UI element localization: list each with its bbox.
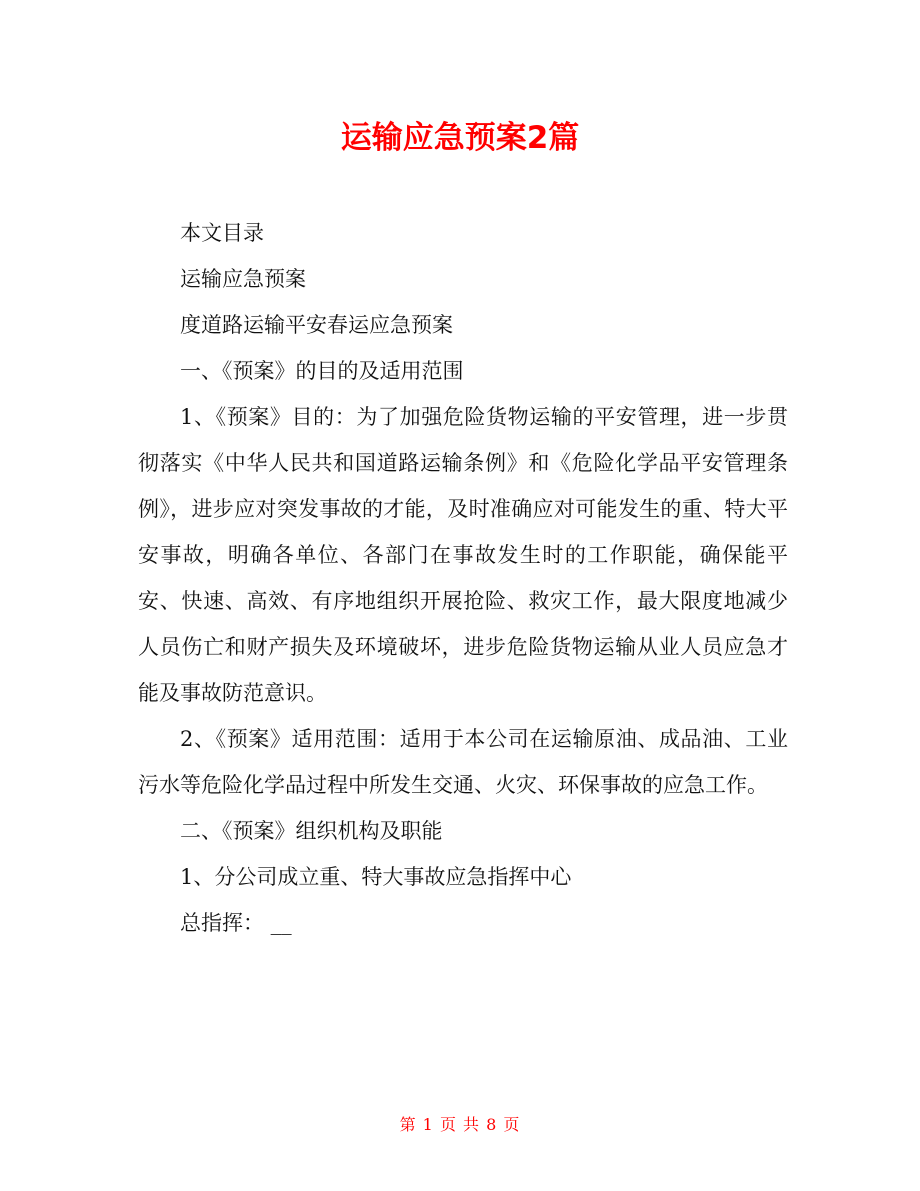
paragraph-toc-item-2: 度道路运输平安春运应急预案 <box>180 313 453 337</box>
section-heading-1: 一、《预案》的目的及适用范围 <box>180 359 464 383</box>
paragraph-scope: 2、《预案》适用范围：适用于本公司在运输原油、成品油、工业污水等危险化学品过程中所发生交通、火灾、环保事故的应急工作。 <box>138 727 788 797</box>
document-title: 运输应急预案2篇 <box>340 120 580 156</box>
paragraph-toc-heading: 本文目录 <box>180 221 264 245</box>
page-footer: 第 1 页 共 8 页 <box>399 1115 521 1134</box>
paragraph-commander: 总指挥： __ <box>180 911 292 935</box>
paragraph-command-center: 1、分公司成立重、特大事故应急指挥中心 <box>180 865 572 889</box>
paragraph-toc-item-1: 运输应急预案 <box>180 267 306 291</box>
section-heading-2: 二、《预案》组织机构及职能 <box>180 819 443 843</box>
paragraph-purpose: 1、《预案》目的：为了加强危险货物运输的平安管理，进一步贯彻落实《中华人民共和国道路运输条例》和《危险化学品平安管理条例》，进步应对突发事故的才能，及时准确应对可能发生的重、特大平安事故，明确各单位、各部门在事故发生时的工作职能，确保能平安、快速、高效、有序地组织开展抢险、救灾工作，最大限度地减少人员伤亡和财产损失及环境破坏，进步危险货物运输从业人员应急才能及事故防范意识。 <box>138 405 788 705</box>
document-body <box>138 210 788 946</box>
